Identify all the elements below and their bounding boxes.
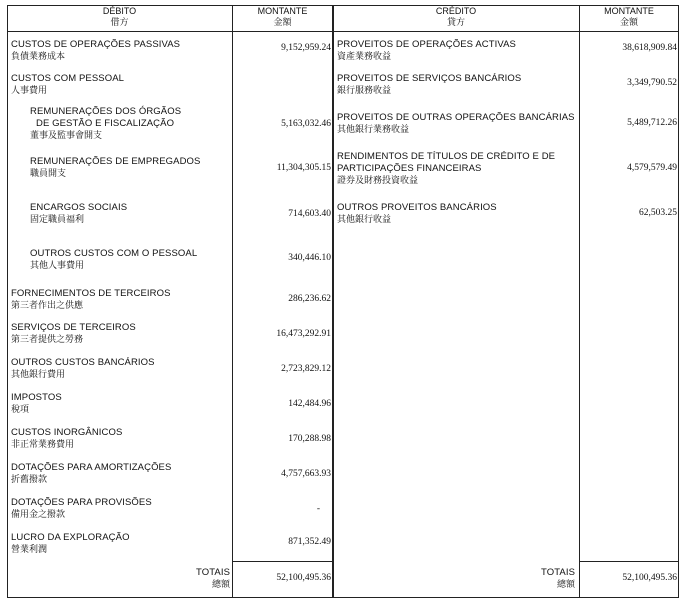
debit-row-label: FORNECIMENTOS DE TERCEIROS (11, 288, 171, 299)
credit-row-value: 62,503.25 (639, 208, 677, 218)
debit-row-label-zh: 負債業務成本 (11, 51, 66, 61)
debit-row-label-zh: 職員開支 (30, 168, 67, 178)
credit-row-label-zh: 其他銀行業務收益 (337, 124, 410, 134)
debit-row-value: 2,723,829.12 (281, 364, 331, 374)
credit-total-label-zh: 總額 (556, 579, 575, 589)
credit-header (333, 6, 579, 28)
debit-row-value: 5,163,032.46 (281, 119, 331, 129)
debit-header (7, 6, 232, 28)
debit-row-value: - (316, 504, 320, 514)
debit-total-value: 52,100,495.36 (276, 573, 331, 583)
debit-row-label-zh: 折舊撥款 (11, 474, 48, 484)
credit-row-value: 38,618,909.84 (622, 43, 677, 53)
credit-row-label-zh: 其他銀行收益 (337, 214, 392, 224)
credit-row-label: PROVEITOS DE OPERAÇÕES ACTIVAS (337, 39, 516, 50)
debit-total-rule (232, 561, 333, 562)
credit-total-rule (579, 561, 679, 562)
debit-row-label-zh: 其他人事費用 (30, 260, 85, 270)
debit-total-label-zh: 總額 (211, 579, 230, 589)
debit-row-label: REMUNERAÇÕES DE EMPREGADOS (30, 156, 201, 167)
debit-row-value: 4,757,663.93 (281, 469, 331, 479)
debit-row-value: 340,446.10 (288, 253, 331, 263)
debit-amount-header-pt: MONTANTE (257, 6, 308, 16)
debit-row-label: LUCRO DA EXPLORAÇÃO (11, 532, 130, 543)
debit-row-label: ENCARGOS SOCIAIS (30, 202, 128, 213)
debit-row-label: REMUNERAÇÕES DOS ÓRGÃOS (30, 106, 182, 117)
credit-amount-header (579, 6, 679, 28)
debit-row-label: OUTROS CUSTOS BANCÁRIOS (11, 357, 155, 368)
debit-row-label-zh: 其他銀行費用 (11, 369, 66, 379)
debit-row-label: CUSTOS INORGÂNICOS (11, 427, 123, 438)
debit-row-value: 11,304,305.15 (276, 163, 331, 173)
credit-row-value: 4,579,579.49 (627, 163, 677, 173)
credit-amount-divider (579, 5, 580, 598)
debit-row-label: CUSTOS COM PESSOAL (11, 73, 125, 84)
credit-row-label: PROVEITOS DE OUTRAS OPERAÇÕES BANCÁRIAS (337, 112, 575, 123)
debit-header-pt: DÉBITO (102, 6, 137, 16)
debit-row-value: 871,352.49 (288, 537, 331, 547)
credit-row-value: 3,349,790.52 (627, 78, 677, 88)
credit-row-label-zh: 銀行服務收益 (337, 85, 392, 95)
credit-header-rule (333, 31, 679, 32)
credit-total-label: TOTAIS (540, 567, 575, 578)
debit-header-zh: 借方 (110, 17, 129, 27)
debit-amount-header (232, 6, 333, 28)
debit-row-value: 286,236.62 (288, 294, 331, 304)
credit-row-label: RENDIMENTOS DE TÍTULOS DE CRÉDITO E DE (337, 151, 556, 162)
credit-row-label: PROVEITOS DE SERVIÇOS BANCÁRIOS (337, 73, 522, 84)
debit-row-label-zh: 稅項 (11, 404, 30, 414)
debit-row-value: 142,484.96 (288, 399, 331, 409)
credit-total-value: 52,100,495.36 (622, 573, 677, 583)
credit-amount-header-zh: 金額 (619, 17, 638, 27)
debit-row-label: CUSTOS DE OPERAÇÕES PASSIVAS (11, 39, 181, 50)
debit-row-label-zh: 董事及監事會開支 (30, 130, 103, 140)
debit-row-label: DOTAÇÕES PARA AMORTIZAÇÕES (11, 462, 172, 473)
debit-total-label: TOTAIS (195, 567, 230, 578)
debit-row-label-zh: 第三者提供之勞務 (11, 334, 84, 344)
debit-row-label: IMPOSTOS (11, 392, 62, 403)
credit-row-value: 5,489,712.26 (627, 118, 677, 128)
debit-row-value: 714,603.40 (288, 209, 331, 219)
credit-amount-header-pt: MONTANTE (604, 6, 654, 16)
credit-header-zh: 貸方 (446, 17, 465, 27)
debit-row-label-zh: 第三者作出之供應 (11, 300, 84, 310)
debit-row-value: 170,288.98 (288, 434, 331, 444)
debit-row-label-zh: 人事費用 (11, 85, 48, 95)
credit-row-label-cont: PARTICIPAÇÕES FINANCEIRAS (337, 163, 482, 174)
debit-amount-divider (232, 5, 233, 598)
debit-row-value: 16,473,292.91 (276, 329, 331, 339)
debit-row-label-zh: 固定職員福利 (30, 214, 85, 224)
debit-row-value: 9,152,959.24 (281, 43, 331, 53)
debit-row-label: DOTAÇÕES PARA PROVISÕES (11, 497, 152, 508)
debit-amount-header-zh: 金額 (273, 17, 292, 27)
debit-row-label-zh: 營業利潤 (11, 544, 48, 554)
debit-row-label-zh: 備用金之撥款 (11, 509, 66, 519)
credit-row-label-zh: 證券及財務投資收益 (337, 175, 419, 185)
credit-row-label-zh: 資產業務收益 (337, 51, 392, 61)
credit-header-pt: CRÉDITO (435, 6, 477, 16)
debit-header-rule (7, 31, 333, 32)
debit-row-label-cont: DE GESTÃO E FISCALIZAÇÃO (36, 118, 175, 129)
credit-row-label: OUTROS PROVEITOS BANCÁRIOS (337, 202, 497, 213)
debit-row-label: OUTROS CUSTOS COM O PESSOAL (30, 248, 198, 259)
debit-row-label: SERVIÇOS DE TERCEIROS (11, 322, 136, 333)
debit-row-label-zh: 非正常業務費用 (11, 439, 75, 449)
